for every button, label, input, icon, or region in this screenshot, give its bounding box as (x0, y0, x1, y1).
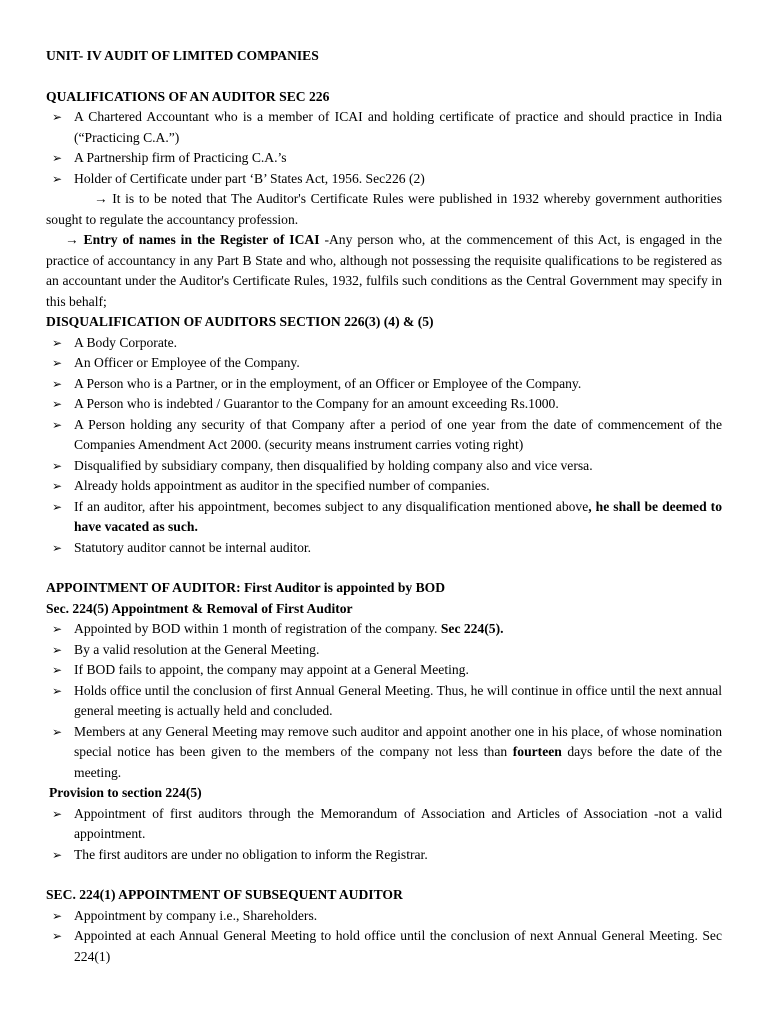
bullet-arrow-icon: ➢ (52, 376, 63, 391)
list-item (46, 107, 722, 148)
list-item (46, 415, 722, 456)
list-item (46, 845, 722, 866)
list-item (46, 722, 722, 784)
list-item (46, 804, 722, 845)
list-item (46, 640, 722, 661)
bullet-arrow-icon: ➢ (52, 151, 63, 165)
bullet-arrow-icon: ➢ (52, 847, 63, 862)
qualifications-list (46, 107, 722, 189)
right-arrow-icon: → (94, 191, 108, 206)
appointment-subheading: Sec. 224(5) Appointment & Removal of First Auditor (46, 600, 353, 616)
list-item-text: Holder of Certificate under part ‘B’ States Act, 1956. Sec226 (2) (74, 170, 425, 186)
bullet-arrow-icon: ➢ (52, 642, 63, 657)
list-item (46, 538, 722, 559)
disqualification-list (46, 333, 722, 559)
bullet-arrow-icon: ➢ (52, 479, 63, 493)
list-item (46, 394, 722, 415)
unit-title: UNIT- IV AUDIT OF LIMITED COMPANIES (46, 48, 319, 63)
proviso-heading: Provision to section 224(5) (49, 785, 202, 800)
list-item (46, 148, 722, 169)
list-item (46, 619, 722, 640)
entry-title: Entry of names in the Register of ICAI (83, 232, 320, 247)
list-item-text: days before the date of the meeting. (74, 744, 723, 780)
bullet-arrow-icon: ➢ (52, 622, 63, 636)
list-item-text: The first auditors are under no obligation to inform the Registrar. (74, 846, 428, 862)
bullet-arrow-icon: ➢ (52, 397, 63, 411)
spacer (46, 558, 722, 578)
list-item-text: If BOD fails to appoint, the company may appoint at a General Meeting. (74, 662, 469, 677)
list-item-text: Appointment of first auditors through the Memorandum of Association and Articles of Association -not a valid appointment. (74, 805, 722, 841)
list-item-bold-text: , he shall be deemed to have vacated as such. (74, 498, 722, 534)
list-item-text: Appointed at each Annual General Meeting to hold office until the conclusion of next Annual General Meeting. Sec 224(1) (74, 928, 722, 964)
list-item (46, 456, 722, 477)
note-paragraph (46, 189, 722, 230)
bullet-arrow-icon: ➢ (52, 806, 63, 821)
list-item (46, 926, 722, 967)
list-item (46, 497, 722, 538)
list-item-text: A Person who is a Partner, or in the employment, of an Officer or Employee of the Company. (74, 375, 582, 391)
list-item (46, 476, 722, 497)
list-item-text: A Person holding any security of that Company after a period of one year from the date of commencement of the Companies Amendment Act 2000. (security means instrument carries voting right) (74, 416, 722, 452)
bullet-arrow-icon: ➢ (52, 417, 63, 432)
list-item (46, 169, 722, 190)
bullet-arrow-icon: ➢ (52, 458, 63, 473)
proviso-list (46, 804, 722, 866)
list-item-text: Disqualified by subsidiary company, then disqualified by holding company also and vice versa. (74, 457, 593, 473)
bullet-arrow-icon: ➢ (52, 908, 63, 923)
list-item-text: A Person who is indebted / Guarantor to the Company for an amount exceeding Rs.1000. (74, 396, 559, 411)
list-item (46, 374, 722, 395)
bullet-arrow-icon: ➢ (52, 724, 63, 739)
list-item (46, 681, 722, 722)
bullet-arrow-icon: ➢ (52, 335, 63, 350)
right-arrow-icon: → (65, 232, 79, 247)
bullet-arrow-icon: ➢ (52, 663, 63, 677)
list-item-text: Holds office until the conclusion of first Annual General Meeting. Thus, he will continue in office until the next annual general meeting is actually held and concluded. (74, 682, 722, 718)
list-item-bold-text: fourteen (512, 744, 562, 759)
bullet-arrow-icon: ➢ (52, 171, 63, 186)
list-item-text: If an auditor, after his appointment, becomes subject to any disqualification mentioned above (74, 498, 589, 514)
list-item-text: Statutory auditor cannot be internal auditor. (74, 539, 312, 555)
note-text: It is to be noted that The Auditor's Certificate Rules were published in 1932 whereby government authorities sought to regulate the accountancy profession. (46, 191, 723, 227)
spacer (46, 865, 722, 885)
list-item-text: Appointment by company i.e., Shareholders. (74, 907, 318, 923)
bullet-arrow-icon: ➢ (52, 683, 63, 698)
list-item-text: A Body Corporate. (74, 334, 178, 350)
appointment-heading: APPOINTMENT OF AUDITOR: First Auditor is appointed by BOD (46, 580, 446, 595)
list-item-text: An Officer or Employee of the Company. (74, 355, 300, 370)
bullet-arrow-icon: ➢ (52, 356, 63, 370)
list-item (46, 353, 722, 374)
bullet-arrow-icon: ➢ (52, 929, 63, 943)
bullet-arrow-icon: ➢ (52, 110, 63, 124)
list-item-text: Members at any General Meeting may remove such auditor and appoint another one in his place, of whose nomination special notice has been given to the members of the company not less than (74, 723, 722, 759)
list-item-bold-text: Sec 224(5). (440, 621, 504, 636)
list-item-text: Appointed by BOD within 1 month of registration of the company. (74, 621, 441, 636)
list-item-text: A Partnership firm of Practicing C.A.’s (74, 150, 287, 165)
list-item-text: Already holds appointment as auditor in the specified number of companies. (74, 478, 490, 493)
disqualification-heading: DISQUALIFICATION OF AUDITORS SECTION 226(3) (4) & (5) (46, 314, 434, 329)
appointment-list (46, 619, 722, 783)
qualifications-heading: QUALIFICATIONS OF AN AUDITOR SEC 226 (46, 88, 330, 104)
spacer (46, 67, 722, 87)
bullet-arrow-icon: ➢ (52, 499, 63, 514)
list-item (46, 660, 722, 681)
list-item-text: A Chartered Accountant who is a member of ICAI and holding certificate of practice and should practice in India (“Practicing C.A.”) (74, 109, 722, 145)
entry-text: -Any person who, at the commencement of this Act, is engaged in the practice of accountancy in any Part B State and who, although not possessing the requisite qualifications to be registered as an accountant under the Auditor's Certificate Rules, 1932, fulfils such conditions as the Central Government may specify in this behalf; (46, 232, 722, 309)
list-item-text: By a valid resolution at the General Meeting. (74, 641, 320, 657)
list-item (46, 333, 722, 354)
list-item (46, 906, 722, 927)
subsequent-heading: SEC. 224(1) APPOINTMENT OF SUBSEQUENT AUDITOR (46, 887, 403, 902)
entry-paragraph (46, 230, 722, 312)
bullet-arrow-icon: ➢ (52, 540, 63, 555)
subsequent-list (46, 906, 722, 968)
